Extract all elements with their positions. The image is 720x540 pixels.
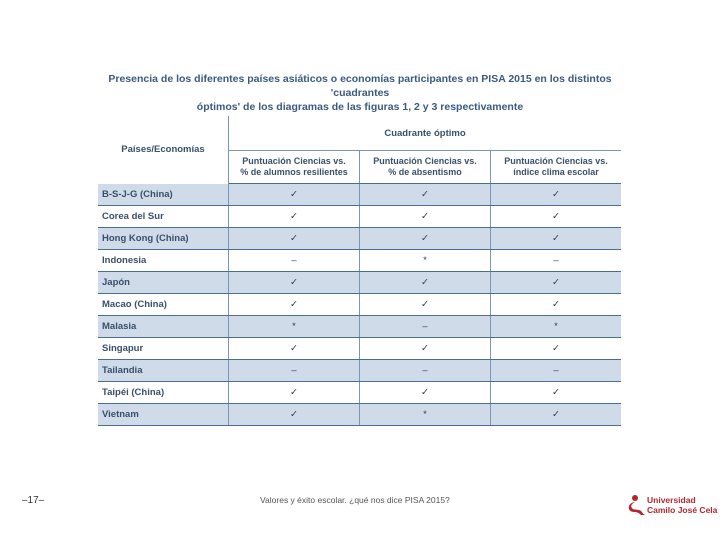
column-header-line: índice clima escolar: [513, 167, 599, 177]
column-header-school-climate: [491, 151, 622, 184]
quadrant-mark: *: [229, 316, 360, 338]
quadrant-mark: –: [229, 360, 360, 382]
quadrant-mark: ✓: [229, 382, 360, 404]
table-row: [98, 360, 621, 382]
title-line-2: óptimos' de los diagramas de las figuras 1, 2 y 3 respectivamente: [196, 101, 524, 113]
quadrant-mark: ✓: [491, 382, 622, 404]
quadrant-mark: *: [360, 250, 491, 272]
table-row: [98, 250, 621, 272]
table-row: [98, 184, 621, 206]
optimal-quadrant-table: [98, 116, 621, 426]
quadrant-mark: ✓: [491, 294, 622, 316]
quadrant-mark: *: [491, 316, 622, 338]
logo-text-line-1: Universidad: [647, 495, 696, 505]
table-row: [98, 338, 621, 360]
column-header-resilient: [229, 151, 360, 184]
quadrant-mark: ✓: [360, 338, 491, 360]
quadrant-mark: ✓: [360, 294, 491, 316]
country-name: Taipéi (China): [98, 382, 229, 404]
column-header-line: % de alumnos resilientes: [240, 167, 348, 177]
table-row: [98, 382, 621, 404]
country-name: Tailandia: [98, 360, 229, 382]
table-row: [98, 294, 621, 316]
quadrant-mark: ✓: [491, 338, 622, 360]
footer-caption: Valores y éxito escolar. ¿qué nos dice PISA 2015?: [260, 495, 450, 505]
country-name: Macao (China): [98, 294, 229, 316]
quadrant-mark: ✓: [491, 184, 622, 206]
table-row: [98, 404, 621, 426]
quadrant-mark: ✓: [229, 228, 360, 250]
table-row: [98, 228, 621, 250]
quadrant-mark: ✓: [491, 206, 622, 228]
column-header-absenteeism: [360, 151, 491, 184]
column-header-line: Puntuación Ciencias vs.: [504, 156, 608, 166]
quadrant-mark: ✓: [491, 272, 622, 294]
optimal-quadrant-header: Cuadrante óptimo: [229, 116, 622, 151]
table-row: [98, 316, 621, 338]
quadrant-mark: *: [360, 404, 491, 426]
title-line-1: Presencia de los diferentes países asiáticos o economías participantes en PISA 2015 en los distintos 'cuadrantes: [108, 73, 612, 99]
university-logo-icon: [627, 494, 647, 516]
document-title: [100, 72, 620, 114]
quadrant-mark: ✓: [229, 338, 360, 360]
country-name: Corea del Sur: [98, 206, 229, 228]
table-body: [98, 184, 621, 426]
quadrant-mark: ✓: [360, 184, 491, 206]
country-name: Vietnam: [98, 404, 229, 426]
quadrant-mark: ✓: [229, 294, 360, 316]
column-header-line: Puntuación Ciencias vs.: [242, 156, 346, 166]
column-header-line: % de absentismo: [388, 167, 462, 177]
column-header-line: Puntuación Ciencias vs.: [373, 156, 477, 166]
country-name: Malasia: [98, 316, 229, 338]
quadrant-mark: –: [360, 360, 491, 382]
page-number: –17–: [22, 495, 45, 506]
quadrant-mark: ✓: [491, 404, 622, 426]
quadrant-mark: ✓: [229, 184, 360, 206]
logo-text-line-2: Camilo José Cela: [647, 505, 718, 515]
quadrant-mark: –: [229, 250, 360, 272]
country-name: B-S-J-G (China): [98, 184, 229, 206]
quadrant-mark: –: [360, 316, 491, 338]
quadrant-mark: –: [491, 360, 622, 382]
university-logo: [627, 494, 718, 516]
quadrant-mark: ✓: [229, 206, 360, 228]
quadrant-mark: ✓: [491, 228, 622, 250]
quadrant-mark: ✓: [360, 228, 491, 250]
countries-header: Países/Economías: [98, 116, 229, 184]
table-row: [98, 272, 621, 294]
quadrant-mark: ✓: [229, 404, 360, 426]
quadrant-mark: ✓: [360, 382, 491, 404]
table-row: [98, 206, 621, 228]
quadrant-mark: –: [491, 250, 622, 272]
quadrant-mark: ✓: [360, 272, 491, 294]
quadrant-mark: ✓: [229, 272, 360, 294]
country-name: Indonesia: [98, 250, 229, 272]
country-name: Japón: [98, 272, 229, 294]
country-name: Singapur: [98, 338, 229, 360]
quadrant-mark: ✓: [360, 206, 491, 228]
country-name: Hong Kong (China): [98, 228, 229, 250]
